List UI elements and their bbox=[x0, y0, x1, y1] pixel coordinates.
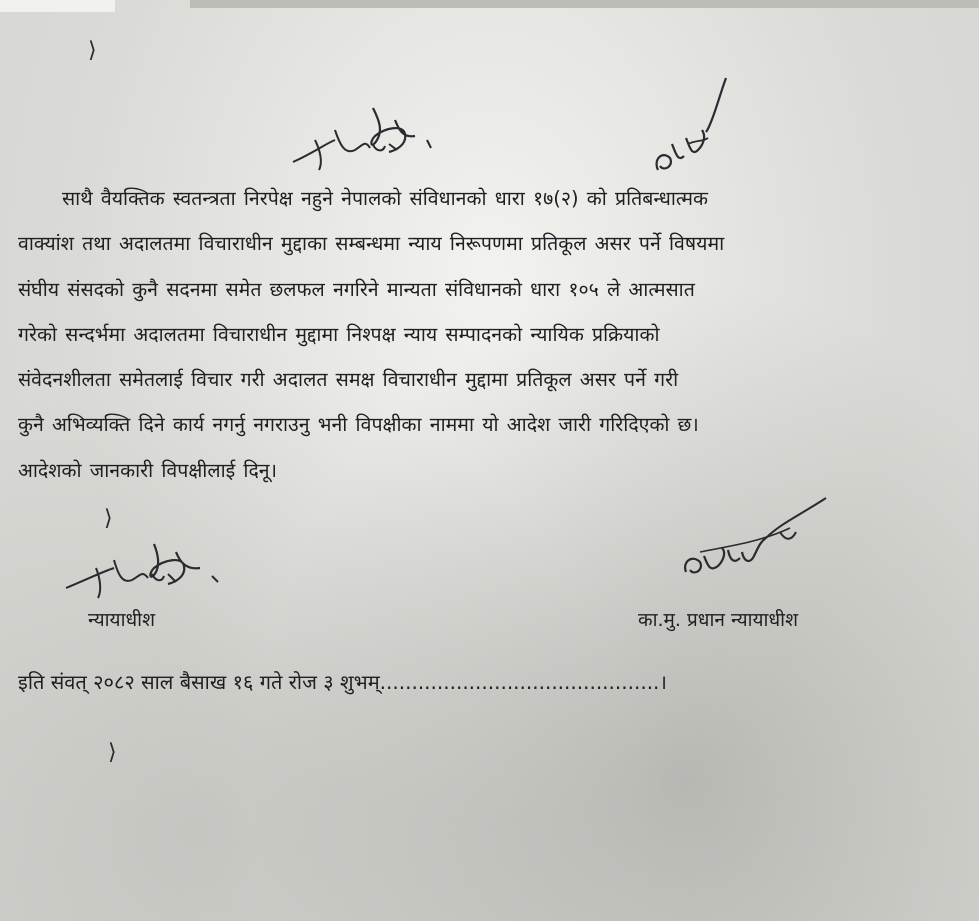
tick-mark: ⟩ bbox=[108, 740, 117, 765]
paragraph-line-5: संवेदनशीलता समेतलाई विचार गरी अदालत समक्ष विचाराधीन मुद्दामा प्रतिकूल असर पर्ने गरी bbox=[18, 368, 679, 392]
chief-justice-title: का.मु. प्रधान न्यायाधीश bbox=[638, 609, 799, 631]
judge-initials-top bbox=[285, 100, 460, 180]
order-paragraph bbox=[18, 176, 963, 493]
judge-title: न्यायाधीश bbox=[88, 609, 156, 631]
chief-justice-signature bbox=[680, 492, 830, 592]
tick-mark: ⟩ bbox=[104, 506, 113, 531]
judge-signature bbox=[62, 538, 242, 608]
tick-mark: ⟩ bbox=[88, 38, 97, 63]
paragraph-line-1: साथै वैयक्तिक स्वतन्त्रता निरपेक्ष नहुने नेपालको संविधानको धारा १७(२) को प्रतिबन्धात्मक bbox=[62, 187, 708, 210]
paragraph-line-2: वाक्यांश तथा अदालतमा विचाराधीन मुद्दाका सम्बन्धमा न्याय निरूपणमा प्रतिकूल असर पर्ने विषयमा bbox=[18, 232, 725, 256]
paragraph-line-4: गरेको सन्दर्भमा अदालतमा विचाराधीन मुद्दामा निश्पक्ष न्याय सम्पादनको न्यायिक प्रक्रियाको bbox=[18, 322, 660, 346]
page-edge-shadow bbox=[190, 0, 979, 8]
chief-justice-initials-top bbox=[648, 74, 738, 184]
paragraph-line-3: संघीय संसदको कुनै सदनमा समेत छलफल नगरिने मान्यता संविधानको धारा १०५ ले आत्मसात bbox=[18, 277, 695, 301]
paragraph-line-6: कुनै अभिव्यक्ति दिने कार्य नगर्नु नगराउनु भनी विपक्षीका नाममा यो आदेश जारी गरिदिएको छ। bbox=[18, 413, 699, 437]
date-line: इति संवत् २०८२ साल बैसाख १६ गते रोज ३ शुभम्............................................। bbox=[18, 670, 667, 694]
page-edge-strip bbox=[0, 0, 115, 12]
closing-line: आदेशको जानकारी विपक्षीलाई दिनू। bbox=[18, 458, 278, 482]
